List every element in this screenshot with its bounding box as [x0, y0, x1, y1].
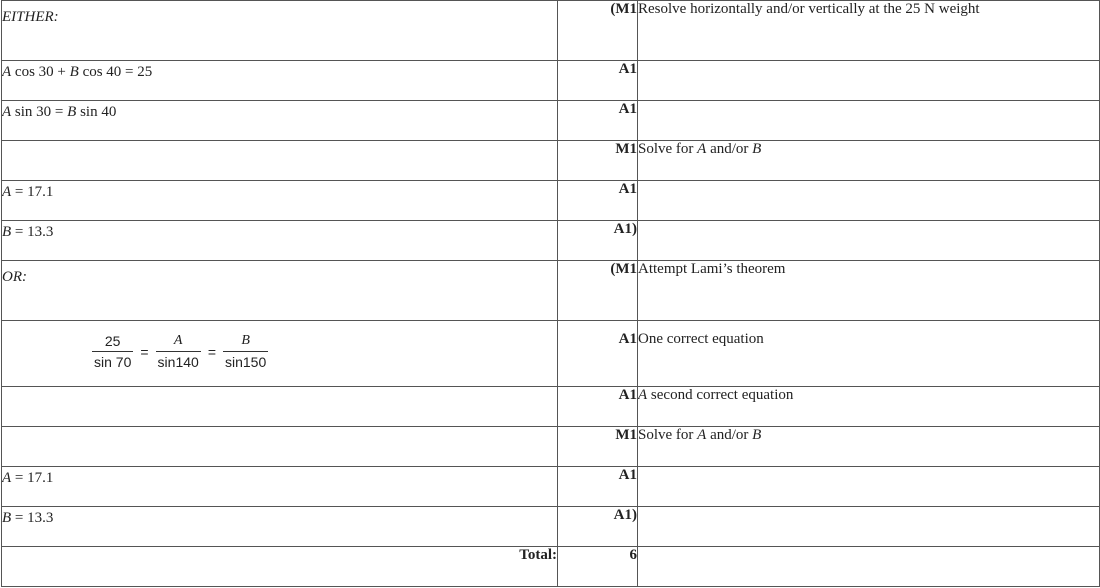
mark-text: A1 — [618, 467, 637, 483]
working-cell — [2, 387, 558, 427]
table-row — [2, 1, 1100, 61]
mark-cell — [558, 141, 638, 181]
mark-cell — [558, 101, 638, 141]
guidance-text: A second correct equation — [638, 387, 794, 403]
guidance-cell — [638, 221, 1100, 261]
mark-cell — [558, 467, 638, 507]
working-text: A = 17.1 — [2, 470, 54, 486]
table-row — [2, 467, 1100, 507]
table-row — [2, 261, 1100, 321]
mark-text: A1 — [618, 387, 637, 403]
fraction-denominator: sin150 — [223, 351, 268, 370]
guidance-cell — [638, 141, 1100, 181]
guidance-text: Solve for A and/or B — [638, 427, 762, 443]
working-text: OR: — [2, 269, 27, 285]
working-cell — [2, 101, 558, 141]
table-row — [2, 221, 1100, 261]
mark-cell — [558, 221, 638, 261]
guidance-cell — [638, 427, 1100, 467]
mark-text: A1) — [613, 221, 637, 237]
guidance-cell — [638, 467, 1100, 507]
fraction-denominator: sin140 — [156, 351, 201, 370]
mark-cell — [558, 61, 638, 101]
mark-cell — [558, 1, 638, 61]
equals-sign: = — [140, 343, 149, 360]
working-text — [2, 141, 557, 144]
table-row — [2, 387, 1100, 427]
mark-text: (M1 — [610, 1, 637, 17]
guidance-text: One correct equation — [638, 331, 764, 347]
mark-text: M1 — [615, 141, 637, 157]
working-cell — [2, 321, 558, 387]
guidance-cell — [638, 507, 1100, 547]
total-value-cell — [558, 547, 638, 587]
working-text: A = 17.1 — [2, 184, 54, 200]
fraction-numerator: 25 — [104, 333, 121, 349]
guidance-text: Attempt Lami’s theorem — [638, 261, 786, 277]
mark-cell — [558, 427, 638, 467]
working-text: EITHER: — [2, 9, 59, 25]
table-row — [2, 507, 1100, 547]
guidance-cell — [638, 387, 1100, 427]
working-text: A sin 30 = B sin 40 — [2, 104, 117, 120]
working-cell — [2, 141, 558, 181]
mark-text: A1 — [618, 101, 637, 117]
guidance-cell — [638, 261, 1100, 321]
table-row — [2, 61, 1100, 101]
total-label: Total: — [519, 547, 557, 563]
table-row — [2, 427, 1100, 467]
fraction — [223, 333, 268, 370]
working-text: B = 13.3 — [2, 224, 54, 240]
working-text — [2, 387, 557, 390]
total-label-cell — [2, 547, 558, 587]
guidance-cell — [638, 101, 1100, 141]
mark-text: A1 — [618, 61, 637, 77]
guidance-text: Solve for A and/or B — [638, 141, 762, 157]
working-cell — [2, 427, 558, 467]
mark-cell — [558, 321, 638, 387]
mark-text: A1 — [618, 331, 637, 347]
fraction-numerator: B — [241, 333, 250, 348]
lami-equation — [88, 321, 557, 370]
table-row — [2, 141, 1100, 181]
fraction — [92, 333, 133, 370]
working-cell — [2, 467, 558, 507]
equals-sign: = — [207, 343, 216, 360]
working-cell — [2, 181, 558, 221]
guidance-cell — [638, 61, 1100, 101]
working-cell — [2, 221, 558, 261]
total-row — [2, 547, 1100, 587]
working-text: B = 13.3 — [2, 510, 54, 526]
guidance-cell — [638, 321, 1100, 387]
table-row — [2, 181, 1100, 221]
mark-text: A1 — [618, 181, 637, 197]
working-cell — [2, 261, 558, 321]
working-cell — [2, 1, 558, 61]
fraction-numerator: A — [173, 333, 183, 348]
fraction-denominator: sin 70 — [92, 351, 133, 370]
markscheme-table — [1, 0, 1100, 587]
mark-text: M1 — [615, 427, 637, 443]
mark-cell — [558, 261, 638, 321]
guidance-text: Resolve horizontally and/or vertically at the 25 N weight — [638, 1, 980, 17]
working-cell — [2, 507, 558, 547]
total-value: 6 — [629, 547, 637, 563]
working-text: A cos 30 + B cos 40 = 25 — [2, 64, 153, 80]
fraction — [156, 333, 201, 370]
mark-cell — [558, 181, 638, 221]
table-row — [2, 101, 1100, 141]
mark-text: (M1 — [610, 261, 637, 277]
working-cell — [2, 61, 558, 101]
guidance-cell — [638, 547, 1100, 587]
working-text — [2, 427, 557, 430]
mark-cell — [558, 507, 638, 547]
mark-cell — [558, 387, 638, 427]
guidance-cell — [638, 1, 1100, 61]
guidance-cell — [638, 181, 1100, 221]
table-row — [2, 321, 1100, 387]
mark-text: A1) — [613, 507, 637, 523]
